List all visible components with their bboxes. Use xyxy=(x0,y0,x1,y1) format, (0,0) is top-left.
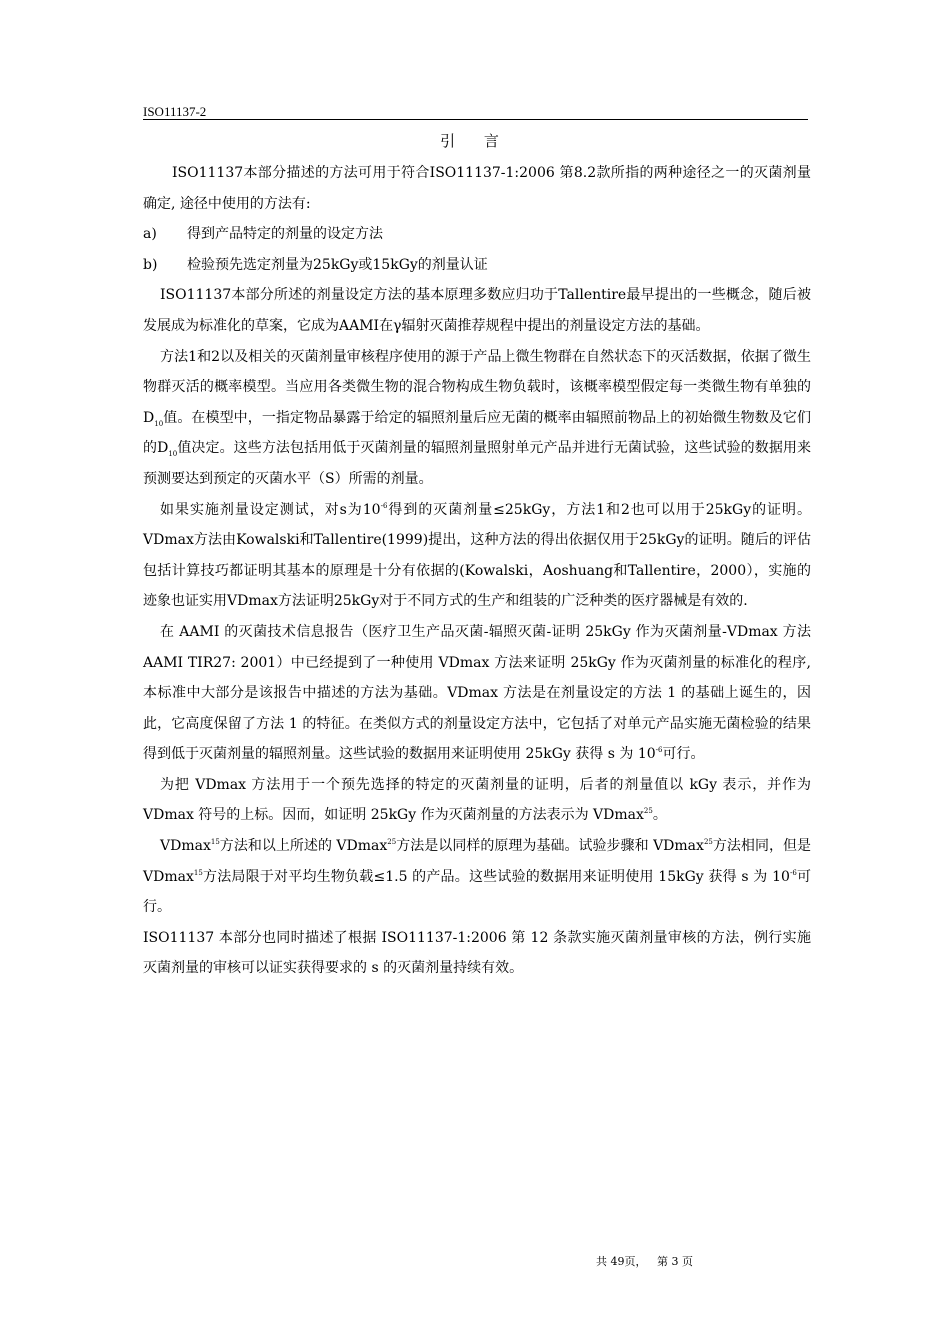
p4-text-b: 得到的灭菌剂量≤25kGy，方法1和2也可以用于25kGy的证明。VDmax方法由Kowalski和Tallentire(1999)提出，这种方法的得出依据仅用于25kGy的证明。随后的评估包括计算技巧都证明其基本的原理是十分有依据的(Kowalski，Aoshuang和Tallentire，2000），实施的迹象也证实用VDmax方法证明25kGy对于不同方式的生产和组装的广泛种类的医疗器械是有效的. xyxy=(143,501,812,610)
list-item-a xyxy=(143,219,811,250)
list-marker-b: b) xyxy=(143,256,158,273)
superscript-15: 15 xyxy=(193,868,203,877)
paragraph-audit: ISO11137 本部分也同时描述了根据 ISO11137-1:2006 第 12 条款实施灭菌剂量审核的方法，例行实施灭菌剂量的审核可以证实获得要求的 s 的灭菌剂量持续有效。 xyxy=(143,929,811,977)
exponent-sup: -6 xyxy=(789,868,797,877)
superscript-25: 25 xyxy=(643,807,653,816)
superscript-25: 25 xyxy=(387,838,397,847)
paragraph-vdmax15 xyxy=(143,831,811,923)
paragraph-scope: ISO11137本部分描述的方法可用于符合ISO11137-1:2006 第8.2款所指的两种途径之一的灭菌剂量确定, 途径中使用的方法有: xyxy=(143,165,811,212)
p7-text-a: VDmax xyxy=(160,838,211,855)
page-title: 引 言 xyxy=(440,132,511,150)
exponent-sup: -6 xyxy=(380,501,388,510)
paragraph-vdmax-intro xyxy=(143,495,811,617)
superscript-15: 15 xyxy=(210,838,220,847)
p7-text-e: 方法局限于对平均生物负载≤1.5 的产品。这些试验的数据用来证明使用 15kGy 获得 s 为 10 xyxy=(202,868,790,885)
exponent-sup: -6 xyxy=(655,746,663,755)
paragraph-vdmax-notation xyxy=(143,770,811,831)
p5-text-a: 在 AAMI 的灭菌技术信息报告（医疗卫生产品灭菌-辐照灭菌-证明 25kGy 作为灭菌剂量-VDmax 方法 AAMI TIR27: 2001）中已经提到了一种使用 VDmax 方法来证明 25kGy 作为灭菌剂量的标准化的程序, 本标准中大部分是该报告中描述的方法为基础。VDmax 方法是在剂量设定的方法 1 的基础上诞生的，因此，它高度保留了方法 1 的特征。在类似方式的剂量设定方法中，它包括了对单元产品实施无菌检验的结果得到低于灭菌剂量的辐照剂量。这些试验的数据用来证明使用 25kGy 获得 s 为 10 xyxy=(143,623,811,763)
page-footer: 共 49页， 第 3 页 xyxy=(596,1255,693,1268)
list-item-b xyxy=(143,250,811,281)
p5-text-b: 可行。 xyxy=(662,746,705,763)
paragraph-principle: ISO11137本部分所述的剂量设定方法的基本原理多数应归功于Tallentire最早提出的一些概念，随后被发展成为标准化的草案，它成为AAMI在γ辐射灭菌推荐规程中提出的剂量设定方法的基础。 xyxy=(143,287,811,334)
superscript-25: 25 xyxy=(703,838,713,847)
p3-text-a: 方法1和2以及相关的灭菌剂量审核程序使用的源于产品上微生物群在自然状态下的灭活数据，依据了微生物群灭活的概率模型。当应用各类微生物的混合物构成生物负载时，该概率模型假定每一类微生物有单独的D xyxy=(143,348,811,426)
list-text-b: 检验预先选定剂量为25kGy或15kGy的剂量认证 xyxy=(187,256,488,273)
document-body xyxy=(143,158,811,984)
p7-text-c: 方法是以同样的原理为基础。试验步骤和 VDmax xyxy=(396,838,704,855)
list-text-a: 得到产品特定的剂量的设定方法 xyxy=(187,226,383,243)
d10-subscript-1: 10 xyxy=(154,419,164,428)
header-divider xyxy=(143,119,808,120)
list-marker-a: a) xyxy=(143,226,157,243)
p7-text-b: 方法和以上所述的 VDmax xyxy=(219,838,388,855)
p7-text-f: 可行。 xyxy=(143,868,812,916)
p6-text-a: 为把 VDmax 方法用于一个预先选择的特定的灭菌剂量的证明，后者的剂量值以 kGy 表示，并作为 VDmax 符号的上标。因而，如证明 25kGy 作为灭菌剂量的方法表示为 VDmax xyxy=(143,776,811,824)
p7-text-d: 方法相同，但是 VDmax xyxy=(143,838,812,885)
d10-subscript-2: 10 xyxy=(168,450,178,459)
paragraph-aami xyxy=(143,617,811,770)
document-header-label: ISO11137-2 xyxy=(143,104,207,119)
paragraph-methods xyxy=(143,342,811,495)
p3-text-b: 值。在模型中，一指定物品暴露于给定的辐照剂量后应无菌的概率由辐照前物品上的初始微生物数及它们的D xyxy=(143,409,811,457)
p6-text-b: 。 xyxy=(652,807,667,824)
p4-text-a: 如果实施剂量设定测试，对s为10 xyxy=(160,501,381,518)
p3-text-c: 值决定。这些方法包括用低于灭菌剂量的辐照剂量照射单元产品并进行无菌试验，这些试验的数据用来预测要达到预定的灭菌水平（S）所需的剂量。 xyxy=(143,440,811,487)
